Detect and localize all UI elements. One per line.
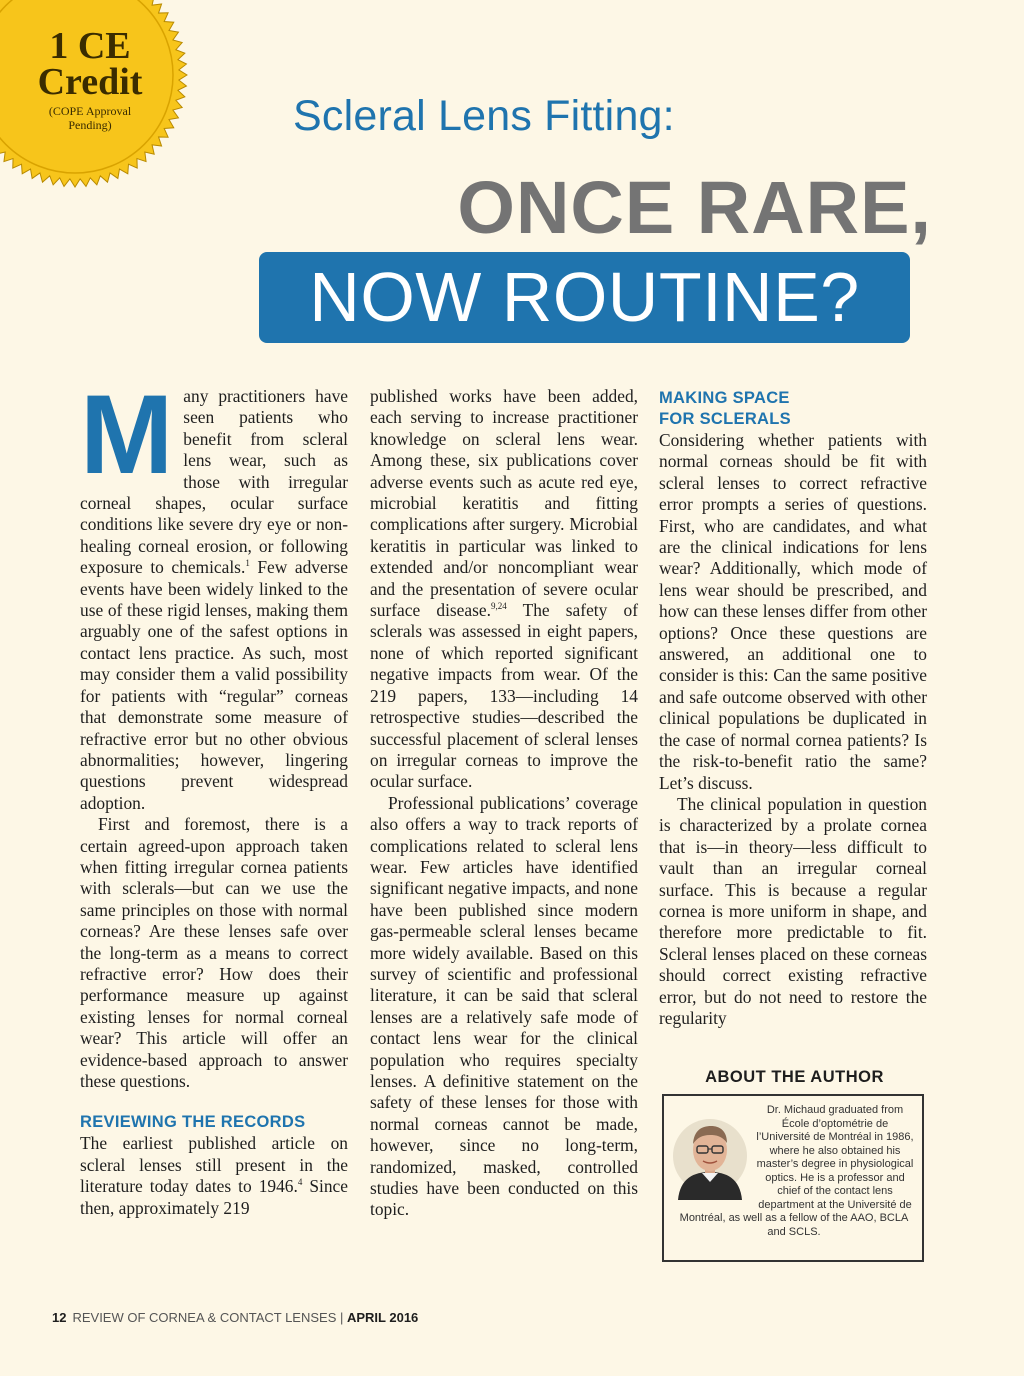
page-footer — [52, 1310, 418, 1325]
page-number: 12 — [52, 1310, 67, 1325]
paragraph-text: Since then, approximately 219 — [80, 1176, 348, 1218]
about-author-heading: ABOUT THE AUTHOR — [705, 1068, 884, 1086]
author-bio — [672, 1104, 916, 1239]
about-author-box — [662, 1094, 924, 1262]
issue-date: APRIL 2016 — [346, 1310, 419, 1325]
seal-line1: 1 CE — [49, 25, 131, 67]
article-paragraph: The clinical population in question is characterized by a prolate cornea that is—in theory—less difficult to vault than an irregular corneal surface. This is because a regular cornea is more uniform in shape, and therefore more predictable to fit. Scleral lenses placed on these corneas should correct existing refractive error, but do not need to restore the regularity — [659, 793, 927, 1028]
publication-name: REVIEW OF CORNEA & CONTACT LENSES — [72, 1310, 337, 1325]
article-paragraph — [370, 386, 638, 793]
article-column-1 — [80, 372, 348, 1219]
reference-mark: 4 — [297, 1177, 303, 1188]
ce-credit-seal — [0, 0, 190, 190]
headline-line2: NOW ROUTINE? — [309, 258, 860, 336]
paragraph-text: The earliest published article on scleral lenses still present in the literature today dates to 1946. — [80, 1133, 348, 1197]
section-heading-line: MAKING SPACE — [659, 389, 790, 407]
article-column-3 — [659, 386, 927, 1029]
paragraph-text: Few adverse events have been widely linked to the use of these rigid lenses, making them arguably one of the safest options in contact lens practice. As such, most may consider them a valid possibility for patients with “regular” corneas that demonstrate some measure of refractive error but no other obvious abnormalities; however, lingering questions prevent widespread adoption. — [80, 557, 348, 813]
section-heading-space — [659, 388, 927, 430]
footer-separator: | — [336, 1310, 347, 1325]
headline-line2-banner — [259, 252, 910, 343]
paragraph-text: any practitioners have seen patients who benefit from scleral lens wear, such as those with irregular corneal shapes, ocular surface conditions like severe dry eye or non-healing corneal erosion, or following exposure to chemicals. — [80, 386, 348, 578]
seal-text — [30, 25, 150, 132]
article-paragraph — [80, 1133, 348, 1219]
section-heading-records: REVIEWING THE RECORDS — [80, 1113, 306, 1132]
drop-cap: M — [80, 372, 174, 497]
article-column-2 — [370, 386, 638, 1221]
article-paragraph: Professional publications’ coverage also offers a way to track reports of complications related to scleral lens wear. Few articles have identified significant negative impacts, and none have been published since modern gas-permeable scleral lenses became more widely available. Based on this survey of scientific and professional literature, it can be said that scleral lenses are a relatively safe mode of contact lens wear for the clinical population who requires specialty lenses. A definitive statement on the safety of these lenses for those with normal corneas cannot be made, however, since no long-term, randomized, masked, controlled studies have been conducted on this topic. — [370, 792, 638, 1220]
article-kicker: Scleral Lens Fitting: — [293, 92, 675, 140]
reference-mark: 1 — [245, 558, 250, 569]
seal-note: (COPE Approval Pending) — [48, 104, 132, 132]
headline-line1: ONCE RARE, — [457, 166, 932, 249]
reference-mark: 9,24 — [490, 601, 507, 612]
article-paragraph — [80, 372, 348, 814]
article-paragraph: First and foremost, there is a certain agreed-upon approach taken when fitting irregular cornea patients with sclerals—but can we use the same principles on those with normal corneas? Are these lenses safe over the long-term as a means to correct refractive error? How does their performance measure up against existing lenses for normal corneal wear? This article will offer an evidence-based approach to answer these questions. — [80, 814, 348, 1091]
seal-line2: Credit — [37, 61, 143, 103]
paragraph-text: published works have been added, each serving to increase practitioner knowledge on scleral lens wear. Among these, six publications cover adverse events such as acute red eye, microbial keratitis and fitting complications after surgery. Microbial keratitis in particular was linked to extended and/or noncompliant wear and the presentation of severe ocular surface disease. — [370, 386, 638, 621]
article-paragraph: Considering whether patients with normal corneas should be fit with scleral lenses to correct refractive error prompts a series of questions. First, who are candidates, and what are the clinical indications for lens wear? Additionally, which mode of lens wear should be prescribed, and how can these lenses differ from other options? Once these questions are answered, an additional one to consider is this: Can the same positive and safe outcome observed with other clinical populations be duplicated in the case of normal cornea patients? Is the risk-to-benefit ratio the same? Let’s discuss. — [659, 430, 927, 793]
author-bio-text: Dr. Michaud graduated from École d’optométrie de l’Université de Montréal in 1986, where he also obtained his master’s degree in physiological optics. He is a professor and chief of the contact lens department at the Université de Montréal, as well as a fellow of the AAO, BCLA and SCLS. — [679, 1104, 914, 1238]
paragraph-text: The safety of sclerals was assessed in eight papers, none of which reported significant negative impacts from wear. Of the 219 papers, 133—including 14 retrospective studies—described the successful placement of scleral lenses on irregular corneas to improve the ocular surface. — [370, 600, 638, 792]
section-heading-line: FOR SCLERALS — [659, 410, 791, 428]
